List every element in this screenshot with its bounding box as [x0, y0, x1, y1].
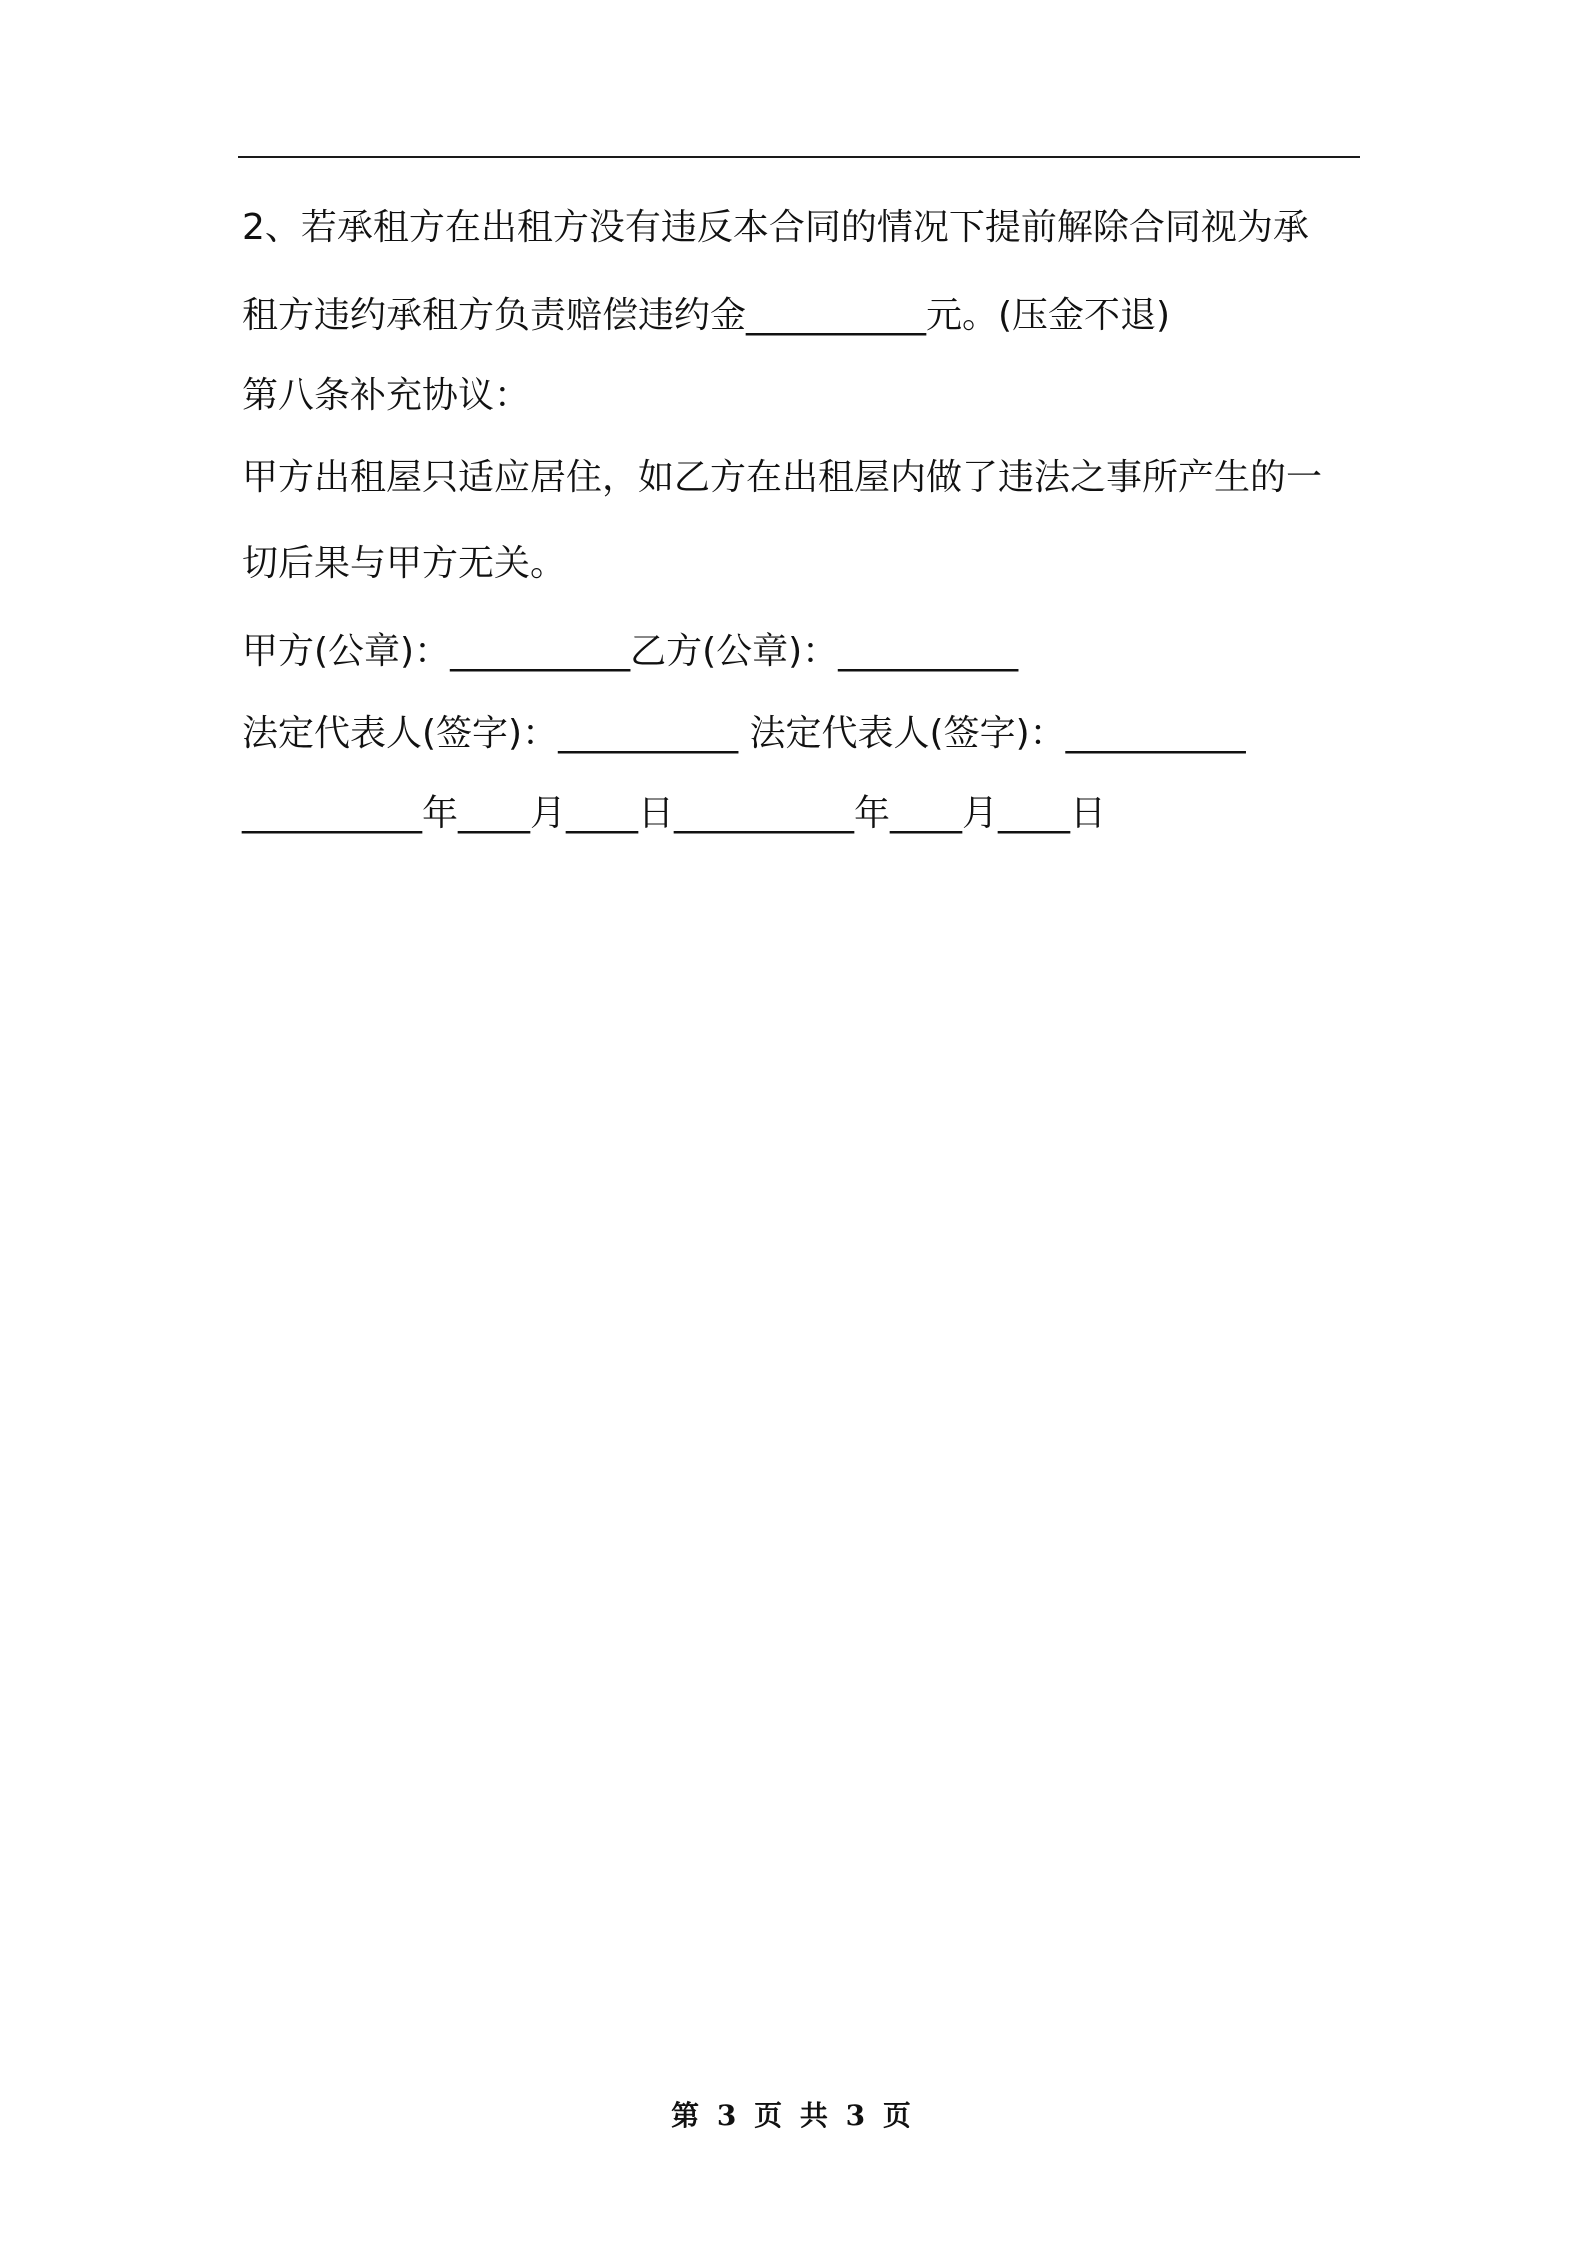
article-8-line-2: 切后果与甲方无关。 — [242, 543, 567, 584]
page-number: 第 3 页 共 3 页 — [671, 2099, 915, 2132]
article-8-heading: 第八条补充协议： — [242, 375, 531, 416]
seal-line: 甲方(公章)：__________乙方(公章)：__________ — [242, 631, 1019, 672]
clause-2-line-2: 租方违约承租方负责赔偿违约金__________元。(压金不退) — [242, 295, 1171, 336]
article-8-line-1: 甲方出租屋只适应居住，如乙方在出租屋内做了违法之事所产生的一 — [242, 457, 1323, 498]
header-rule — [238, 156, 1360, 158]
date-line: __________年____月____日__________年____月____日 — [242, 793, 1106, 834]
clause-2-line-1: 2、若承租方在出租方没有违反本合同的情况下提前解除合同视为承 — [242, 207, 1309, 248]
signature-line: 法定代表人(签字)：__________ 法定代表人(签字)：__________ — [242, 713, 1246, 754]
